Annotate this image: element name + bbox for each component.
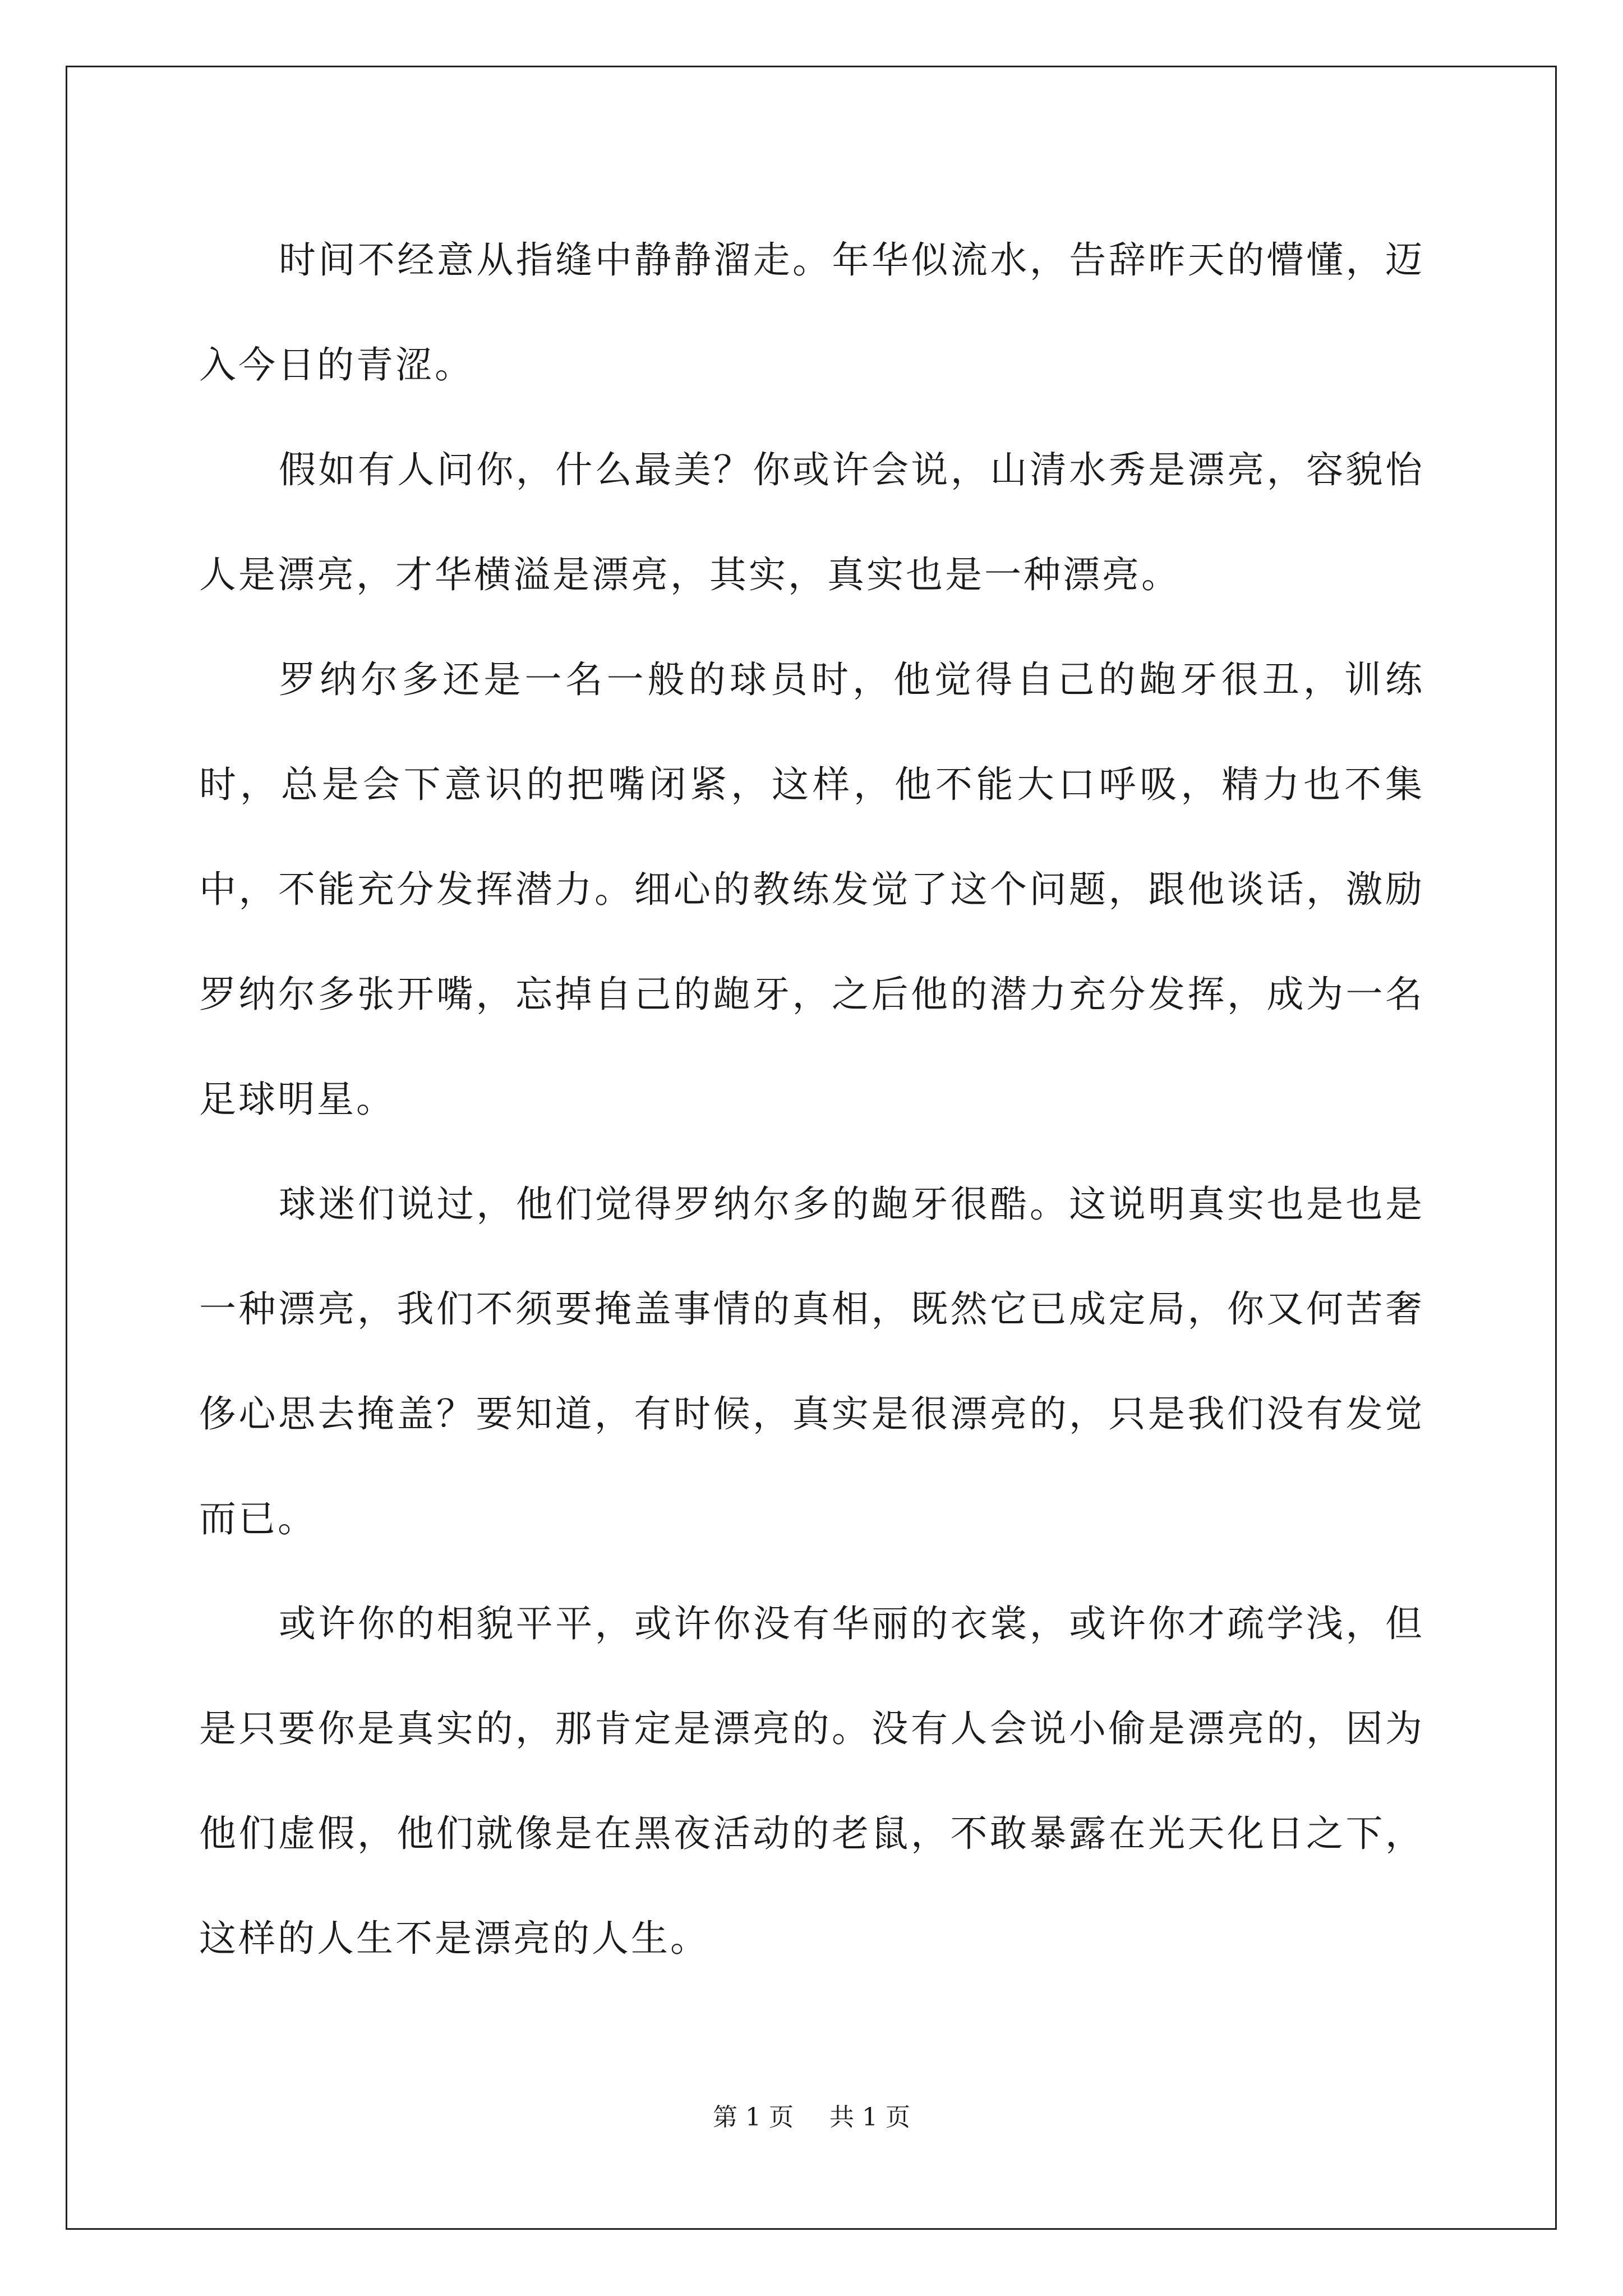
paragraph-2: 假如有人问你，什么最美？你或许会说，山清水秀是漂亮，容貌怡人是漂亮，才华横溢是漂亮，其实，真实也是一种漂亮。	[199, 448, 1424, 596]
page-footer	[0, 2101, 1623, 2134]
page-total: 共 1 页	[829, 2103, 910, 2132]
paragraph-4: 球迷们说过，他们觉得罗纳尔多的龅牙很酷。这说明真实也是也是一种漂亮，我们不须要掩盖事情的真相，既然它已成定局，你又何苦奢侈心思去掩盖？要知道，有时候，真实是很漂亮的，只是我们没有发觉而已。	[199, 1182, 1424, 1540]
page-number: 第 1 页	[713, 2103, 794, 2132]
paragraph-1: 时间不经意从指缝中静静溜走。年华似流水，告辞昨天的懵懂，迈入今日的青涩。	[199, 238, 1424, 386]
document-body	[199, 208, 1424, 1991]
paragraph-5: 或许你的相貌平平，或许你没有华丽的衣裳，或许你才疏学浅，但是只要你是真实的，那肯定是漂亮的。没有人会说小偷是漂亮的，因为他们虚假，他们就像是在黑夜活动的老鼠，不敢暴露在光天化日之下，这样的人生不是漂亮的人生。	[199, 1602, 1424, 1960]
paragraph-3: 罗纳尔多还是一名一般的球员时，他觉得自己的龅牙很丑，训练时，总是会下意识的把嘴闭紧，这样，他不能大口呼吸，精力也不集中，不能充分发挥潜力。细心的教练发觉了这个问题，跟他谈话，激励罗纳尔多张开嘴，忘掉自己的龅牙，之后他的潜力充分发挥，成为一名足球明星。	[199, 658, 1424, 1121]
